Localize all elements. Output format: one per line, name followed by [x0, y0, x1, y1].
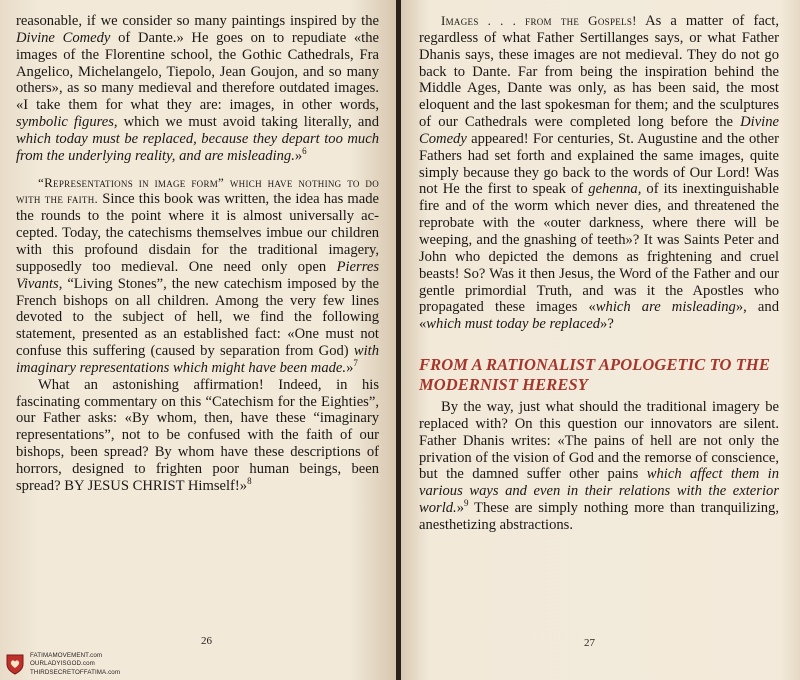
heart-shield-icon	[5, 653, 25, 675]
text-segment: “Representations in image form” which have nothing to do with the faith.	[16, 174, 379, 207]
text-segment: »	[456, 500, 465, 517]
footnote-marker: 6	[302, 145, 307, 156]
text-segment: »?	[600, 316, 614, 333]
text-segment: of Dante.» He goes on to repudiate «the images of the Florentine school, the Gothic Cathedrals, Fra Angelico, Michelangelo, Tiepolo, Jean Goujon, and so many others», as so many medieval and therefore outdated images. «I take them for what they are: images, in other words,	[16, 29, 380, 114]
text-segment: Images . . . from the Gospels!	[441, 13, 637, 28]
page-number-right: 27	[584, 637, 595, 649]
watermark-text	[30, 652, 120, 677]
text-segment: »	[294, 147, 303, 164]
text-segment: which must today be replaced	[426, 316, 601, 333]
text-segment: What an astonishing affirmation! Indeed, in his fascinating commentary on this “Catechism for the Eighties”, our Father asks: «By whom, then, have these “imaginary representations”, not to be confused with the faith of our bishops, been spread? By whom have these descriptions of horrors, designed to frighten poor human beings, been spread? BY JESUS CHRIST Himself!»	[16, 376, 379, 494]
left-paragraph-2	[16, 175, 379, 377]
text-segment: Since this book was written, the idea has made the rounds to the point where it is almost universally accepted. Today, the catechisms themselves imbue our children with this profound disdain for the traditional imagery, supposedly too medieval. One need only open	[16, 191, 379, 275]
footnote-marker: 9	[464, 498, 469, 509]
footnote-marker: 8	[247, 475, 252, 486]
text-segment: »	[346, 359, 354, 376]
text-segment: appeared! For centuries, St. Augustine and the other Fathers had set forth and explained the same images, quite simply because they go back to the words of Our Lord! Was not He the first to speak of	[419, 130, 779, 198]
text-segment: As a matter of fact, regardless of what Father Sertillanges says, or what Father Dhanis says, these images are not medieval. They do not go back to Dante. Far from being the inspiration behind the Middle Ages, Dante was only, as has been said, the most eloquent and the last spokesman for them; and the sculptures of our Cathedrals were completed long before the	[419, 13, 779, 131]
text-segment: Divine Comedy	[419, 114, 779, 147]
text-segment: », and «	[419, 299, 779, 333]
section-heading	[419, 355, 779, 395]
text-segment: symbolic figures,	[16, 114, 118, 131]
right-page-text	[419, 13, 779, 534]
text-segment: which are misleading	[595, 299, 736, 316]
text-segment: which today must be replaced, because they depart too much from the underlying reality, and are misleading.	[16, 130, 379, 164]
right-page	[401, 0, 800, 680]
watermark-line: THIRDSECRETOFFATIMA.com	[30, 668, 121, 676]
text-segment: Pierres Vivants,	[16, 258, 379, 292]
left-paragraph-3	[16, 377, 379, 495]
watermark-line: OURLADYISGOD.com	[30, 660, 95, 668]
text-segment: gehenna,	[588, 181, 642, 198]
text-segment: with imaginary representations which might have been made.	[16, 343, 379, 376]
footnote-marker: 7	[353, 357, 358, 368]
text-segment: These are simply nothing more than tranquilizing, anesthetizing abstractions.	[419, 500, 779, 533]
left-page	[0, 0, 397, 680]
text-segment: “Living Stones”, the new catechism imposed by the French bishops on all children. Among the very few lines devoted to the subject of hell, we find the following statement, presented as an established fact: «One must not confuse this suffering (caused by separation from God)	[16, 275, 379, 360]
left-page-text	[16, 13, 379, 495]
left-paragraph-1	[16, 13, 379, 165]
watermark-footer	[0, 650, 180, 680]
text-segment: FROM A RATIONALIST APOLOGETIC TO THE MODERNIST HERESY	[419, 355, 770, 395]
text-segment: Divine Comedy	[16, 29, 111, 46]
text-segment: By the way, just what should the traditional imagery be replaced with? On this question our innovators are silent. Father Dhanis writes: «The pains of hell are not only the privation of the vision of God and the remorse of conscience, but the damned suffer other pains	[419, 399, 779, 483]
right-paragraph-1	[419, 13, 779, 333]
text-segment: which we must avoid taking literally, and	[117, 114, 379, 131]
page-number-left: 26	[201, 635, 212, 647]
text-segment: reasonable, if we consider so many paintings inspired by the	[16, 13, 379, 29]
right-paragraph-2	[419, 399, 779, 534]
text-segment: which affect them in various ways and even in their relations with the exterior world.	[419, 466, 779, 517]
watermark-line: FATIMAMOVEMENT.com	[30, 652, 103, 659]
text-segment: of its inextinguishable fire and of the worm which never dies, and threatened the reprobate with the «outer darkness, where there will be weeping, and the gnashing of teeth»? It was Saints Peter and John who depicted the demons as frightening and cruel beasts! So? Was it then Jesus, the Word of the Father and our gentle primordial Truth, and was it the Apostles who propagated these images «	[419, 181, 779, 316]
